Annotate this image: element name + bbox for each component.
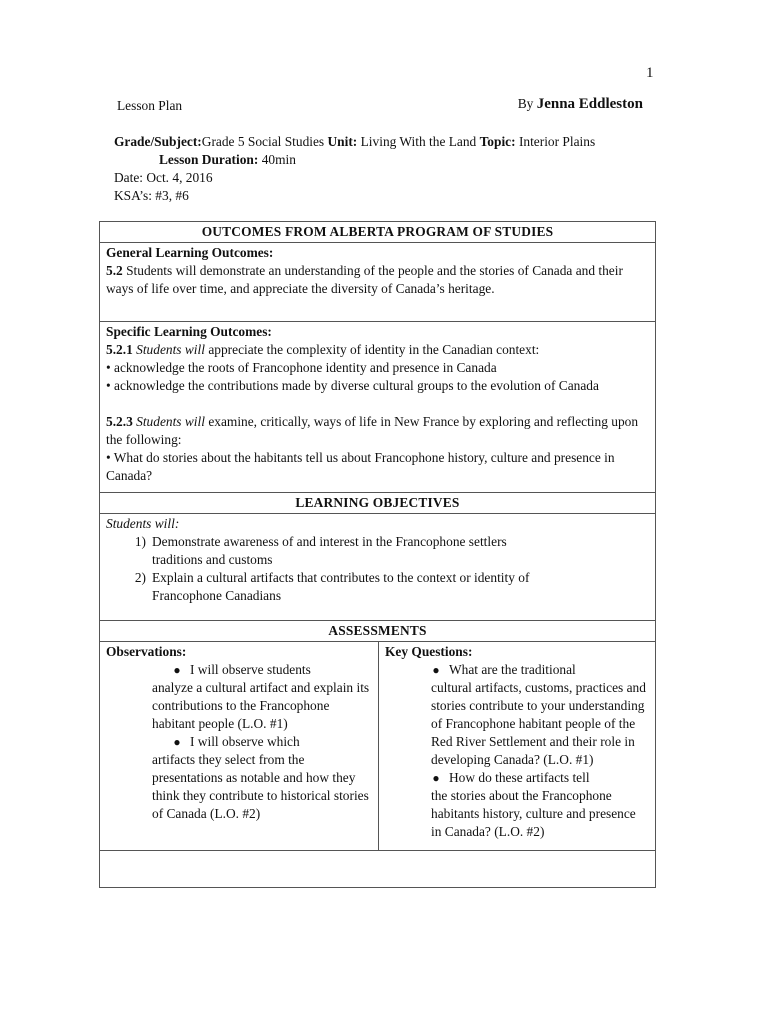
objective-item — [106, 533, 649, 551]
topic-value: Interior Plains — [518, 134, 596, 149]
duration-value: 40min — [261, 152, 296, 167]
document-title: Lesson Plan — [117, 98, 183, 113]
observation-item — [106, 733, 372, 751]
general-outcome-body: Students will demonstrate an understanding of the people and the stories of Canada and their ways of life over time, and appreciate the diversity of Canada’s heritage. — [106, 263, 623, 296]
objectives-heading: LEARNING OBJECTIVES — [100, 493, 656, 514]
document-header — [117, 95, 647, 115]
general-outcome-number: 5.2 — [106, 263, 123, 278]
general-outcomes-heading: General Learning Outcomes: — [106, 245, 274, 260]
observation-continuation: analyze a cultural artifact and explain its contributions to the Francophone habitant people (L.O. #1) — [152, 680, 370, 731]
page-number: 1 — [646, 65, 654, 81]
duration-label: Lesson Duration: — [159, 152, 259, 167]
question-text: How do these artifacts tell — [449, 770, 590, 785]
meta-line-duration — [114, 151, 674, 169]
outcome-bullet: • acknowledge the contributions made by diverse cultural groups to the evolution of Canada — [106, 378, 599, 393]
objectives-cell — [100, 514, 656, 621]
outcome-italic-523: Students will — [136, 414, 205, 429]
bullet-icon: ● — [173, 735, 181, 749]
observations-heading: Observations: — [106, 644, 187, 659]
grade-value: Grade 5 Social Studies — [201, 134, 325, 149]
meta-line-subject — [114, 133, 674, 151]
observation-item — [106, 661, 372, 679]
objective-continuation: Francophone Canadians — [152, 588, 282, 603]
question-text: What are the traditional — [449, 662, 576, 677]
lesson-ksa: KSA’s: #3, #6 — [114, 188, 189, 203]
outcome-bullet: • What do stories about the habitants tell us about Francophone history, culture and presence in Canada? — [106, 450, 615, 483]
lesson-meta — [114, 133, 674, 205]
author-line — [518, 95, 643, 113]
objective-number: 1) — [134, 534, 146, 549]
topic-label: Topic: — [479, 134, 516, 149]
lesson-date: Date: Oct. 4, 2016 — [114, 170, 213, 185]
unit-label: Unit: — [327, 134, 358, 149]
assessments-heading: ASSESSMENTS — [100, 621, 656, 642]
grade-label: Grade/Subject: — [114, 134, 202, 149]
outcomes-heading: OUTCOMES FROM ALBERTA PROGRAM OF STUDIES — [100, 222, 656, 243]
objective-item — [106, 569, 649, 587]
observation-text: I will observe students — [190, 662, 311, 677]
outcome-italic-521: Students will — [136, 342, 205, 357]
general-outcome-text — [106, 262, 649, 298]
objective-text: Explain a cultural artifacts that contributes to the context or identity of — [152, 570, 530, 585]
author-name: Jenna Eddleston — [536, 96, 643, 112]
question-item — [385, 661, 649, 679]
key-questions-cell — [379, 642, 656, 851]
unit-value: Living With the Land — [360, 134, 477, 149]
lesson-plan-table — [99, 221, 656, 888]
outcome-text-521: appreciate the complexity of identity in the Canadian context: — [208, 342, 540, 357]
objectives-intro: Students will: — [106, 516, 180, 531]
outcome-text-523: examine, critically, ways of life in New France by exploring and reflecting upon the following: — [106, 414, 639, 447]
observation-text: I will observe which — [190, 734, 300, 749]
outcome-bullet: • acknowledge the roots of Francophone identity and presence in Canada — [106, 360, 497, 375]
question-continuation: the stories about the Francophone habitants history, culture and presence in Canada? (L.O. #2) — [431, 788, 636, 839]
outcome-number-523: 5.2.3 — [106, 414, 133, 429]
key-questions-heading: Key Questions: — [385, 644, 473, 659]
general-outcomes-cell — [100, 243, 656, 322]
empty-row — [100, 851, 656, 888]
specific-outcomes-cell — [100, 322, 656, 493]
question-continuation: cultural artifacts, customs, practices and stories contribute to your understanding of Francophone habitant people of the Red River Settlement and their role in developing Canada? (L.O. #1) — [431, 680, 646, 767]
objective-text: Demonstrate awareness of and interest in the Francophone settlers — [152, 534, 507, 549]
by-prefix: By — [517, 96, 534, 111]
bullet-icon: ● — [173, 663, 181, 677]
bullet-icon: ● — [432, 663, 440, 677]
objective-number: 2) — [134, 570, 146, 585]
objective-continuation: traditions and customs — [152, 552, 273, 567]
observation-continuation: artifacts they select from the presentations as notable and how they think they contribute to historical stories of Canada (L.O. #2) — [152, 752, 369, 821]
outcome-number-521: 5.2.1 — [106, 342, 133, 357]
specific-outcomes-heading: Specific Learning Outcomes: — [106, 324, 272, 339]
observations-cell — [100, 642, 379, 851]
question-item — [385, 769, 649, 787]
bullet-icon: ● — [432, 771, 440, 785]
specific-outcome-521 — [106, 341, 649, 359]
specific-outcome-523 — [106, 413, 649, 449]
